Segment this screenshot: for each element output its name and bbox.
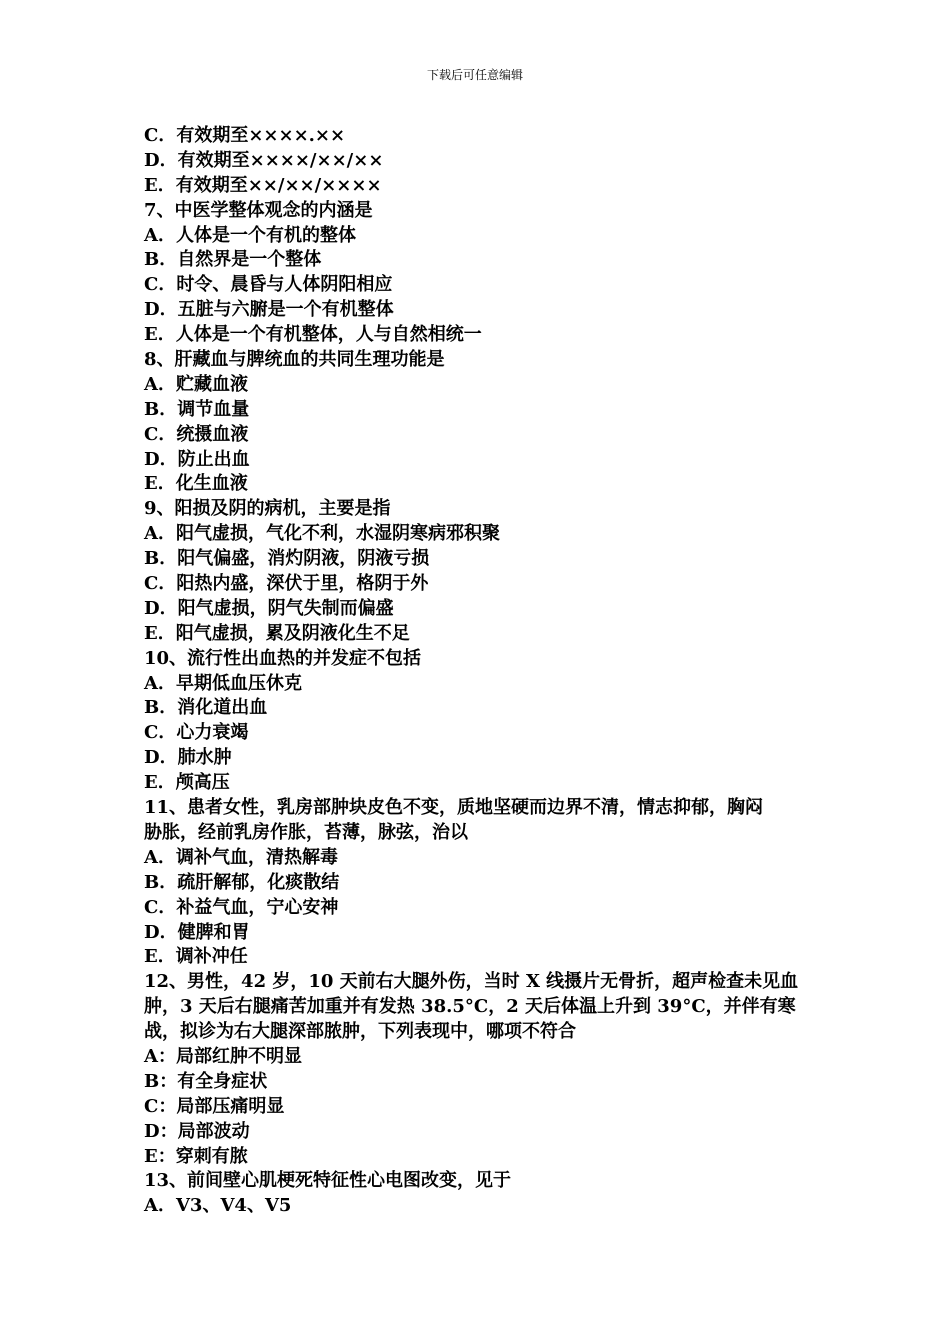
option-line: A．早期低血压休克 xyxy=(144,672,302,694)
option-line: C．时令、晨昏与人体阴阳相应 xyxy=(144,274,393,296)
option-line: E：穿刺有脓 xyxy=(144,1145,248,1167)
option-line: A．阳气虚损，气化不利，水湿阴寒病邪积聚 xyxy=(144,523,500,545)
option-line: B．阳气偏盛，消灼阴液，阴液亏损 xyxy=(144,548,430,570)
question-line: 7、中医学整体观念的内涵是 xyxy=(144,199,373,221)
option-line: E．有效期至××/××/×××× xyxy=(144,174,382,196)
option-line: A．贮藏血液 xyxy=(144,373,248,395)
question-line: 8、肝藏血与脾统血的共同生理功能是 xyxy=(144,349,445,371)
option-line: E．化生血液 xyxy=(144,473,248,495)
option-line: D．肺水肿 xyxy=(144,747,232,769)
option-line: D．健脾和胃 xyxy=(144,921,250,943)
option-line: C．补益气血，宁心安神 xyxy=(144,896,339,918)
option-line: E．调补冲任 xyxy=(144,946,248,968)
option-line: B．自然界是一个整体 xyxy=(144,249,322,271)
option-line: D．五脏与六腑是一个有机整体 xyxy=(144,299,394,321)
option-line: A：局部红肿不明显 xyxy=(144,1045,302,1067)
option-line: C．阳热内盛，深伏于里，格阴于外 xyxy=(144,573,429,595)
question-line: 12、男性，42 岁，10 天前右大腿外伤，当时 X 线摄片无骨折，超声检查未见血 xyxy=(144,971,799,993)
option-line: E．人体是一个有机整体，人与自然相统一 xyxy=(144,324,482,346)
document-body xyxy=(144,124,808,1219)
option-line: E．颅高压 xyxy=(144,772,230,794)
question-line: 胁胀，经前乳房作胀，苔薄，脉弦，治以 xyxy=(144,821,468,843)
option-line: E．阳气虚损，累及阴液化生不足 xyxy=(144,622,410,644)
option-line: D．阳气虚损，阴气失制而偏盛 xyxy=(144,597,394,619)
option-line: C．有效期至××××.×× xyxy=(144,125,346,146)
option-line: A．人体是一个有机的整体 xyxy=(144,224,356,246)
option-line: C．统摄血液 xyxy=(144,423,249,445)
option-line: B．消化道出血 xyxy=(144,697,268,719)
question-line: 肿，3 天后右腿痛苦加重并有发热 38.5°C，2 天后体温上升到 39°C，并伴有寒 xyxy=(144,996,796,1018)
question-line: 13、前间壁心肌梗死特征性心电图改变，见于 xyxy=(144,1170,512,1192)
question-line: 11、患者女性，乳房部肿块皮色不变，质地坚硬而边界不清，情志抑郁，胸闷 xyxy=(144,797,764,819)
page-header: 下载后可任意编辑 xyxy=(426,68,523,82)
option-line: C：局部压痛明显 xyxy=(144,1095,285,1117)
option-line: B：有全身症状 xyxy=(144,1070,268,1092)
option-line: A．V3、V4、V5 xyxy=(144,1195,292,1217)
option-line: B．疏肝解郁，化痰散结 xyxy=(144,871,340,893)
option-line: D．有效期至××××/××/×× xyxy=(144,149,384,171)
question-line: 战，拟诊为右大腿深部脓肿，下列表现中，哪项不符合 xyxy=(144,1021,576,1043)
question-line: 9、阳损及阴的病机，主要是指 xyxy=(144,498,391,520)
question-line: 10、流行性出血热的并发症不包括 xyxy=(144,647,422,669)
option-line: D：局部波动 xyxy=(144,1120,250,1142)
option-line: A．调补气血，清热解毒 xyxy=(144,846,338,868)
option-line: B．调节血量 xyxy=(144,398,250,420)
option-line: C．心力衰竭 xyxy=(144,722,249,744)
option-line: D．防止出血 xyxy=(144,448,250,470)
